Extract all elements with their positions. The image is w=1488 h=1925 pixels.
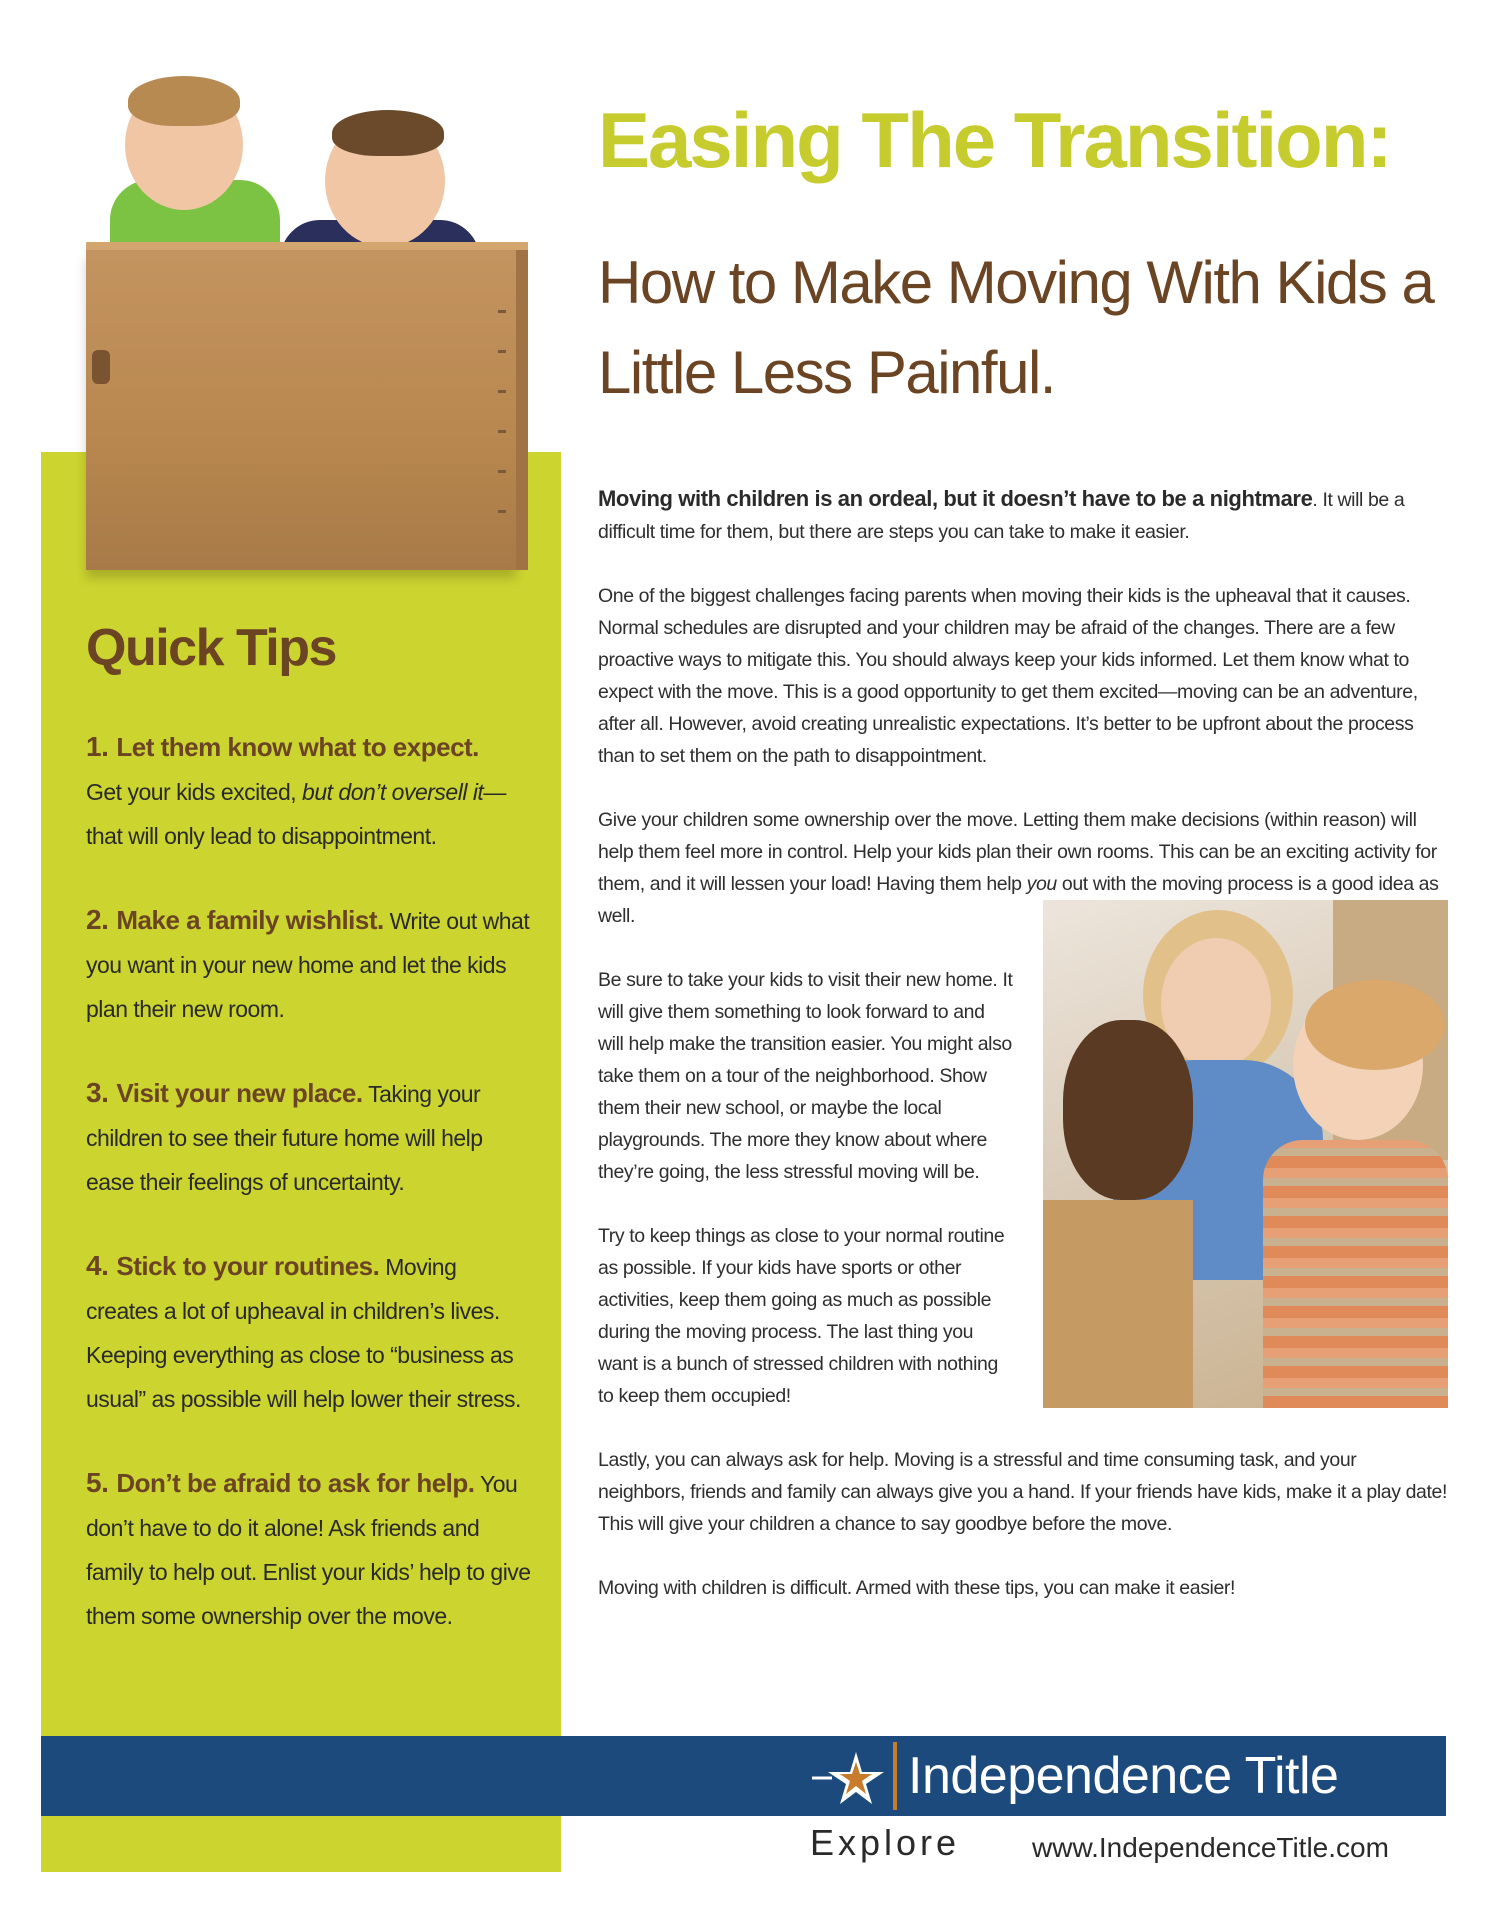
tip-number: 3. (86, 1077, 109, 1108)
tip-heading: Let them know what to expect. (116, 732, 479, 762)
article-paragraph (598, 483, 1448, 548)
photo-girl-hair (1305, 980, 1445, 1070)
tip-heading: Visit your new place. (116, 1078, 363, 1108)
quick-tips-title: Quick Tips (86, 619, 336, 677)
page-title: Easing The Transition: (598, 96, 1391, 184)
article-p3-italic: you (1026, 873, 1057, 895)
article-p3-start: Give your children some ownership over the move. Letting them make decisions (within reason) will help them feel more in control. Help your kids plan their own rooms. This can be an exciting activity for them, and it will lessen your load! Having them help (598, 809, 1437, 895)
tip-number: 1. (86, 731, 109, 762)
kid-left-hair (128, 76, 240, 126)
box-staple (498, 350, 506, 353)
tip-body: Get your kids excited, (86, 779, 303, 805)
tip-body: Moving creates a lot of upheaval in children’s lives. Keeping everything as close to “business as usual” as possible will help lower their stress. (86, 1254, 521, 1412)
article-body (598, 483, 1448, 1636)
article-lead-rest: . It will be a difficult time for them, but there are steps you can take to make it easier. (598, 489, 1405, 543)
brand-tagline: Explore (810, 1822, 961, 1863)
tip-body-end: —that will only lead to disappointment. (86, 779, 506, 849)
photo-teddy-bear (1063, 1020, 1193, 1200)
tip-body: You don’t have to do it alone! Ask friends and family to help out. Enlist your kids’ help to give them some ownership over the move. (86, 1471, 531, 1629)
tip-item (86, 1071, 531, 1204)
article-paragraph: Be sure to take your kids to visit their new home. It will give them something to look forward to and will help make the transition easier. You might also take them on a tour of the neighborhood. Show them their new school, or maybe the local playgrounds. The more they know about where they’re going, the less stressful moving will be. (598, 969, 1013, 1183)
box-staple (498, 310, 506, 313)
box-staple (498, 390, 506, 393)
website-link[interactable]: www.IndependenceTitle.com (1032, 1832, 1389, 1863)
brand-name: Independence Title (908, 1747, 1339, 1805)
quick-tips-list (86, 725, 531, 1678)
tip-heading: Stick to your routines. (116, 1251, 380, 1281)
box-staple (498, 430, 506, 433)
footer-divider (893, 1742, 897, 1810)
article-paragraph: Moving with children is difficult. Armed with these tips, you can make it easier! (598, 1577, 1236, 1599)
box-staple (498, 510, 506, 513)
article-paragraph: Try to keep things as close to your normal routine as possible. If your kids have sports or other activities, keep them going as much as possible during the moving process. The last thing you want is a bunch of stressed children with nothing to keep them occupied! (598, 1225, 1005, 1407)
article-lead: Moving with children is an ordeal, but it doesn’t have to be a nightmare (598, 486, 1313, 511)
star-icon (810, 1748, 888, 1808)
tip-body: Taking your children to see their future home will help ease their feelings of uncertainty. (86, 1081, 483, 1195)
cardboard-box (86, 250, 516, 570)
tip-body-italic: but don’t oversell it (302, 779, 484, 805)
article-paragraph (598, 804, 1448, 932)
kid-right-hair (332, 110, 444, 156)
tip-item (86, 1461, 531, 1638)
article-p3-end: out with the moving process is a good idea as well. (598, 873, 1439, 927)
mother-daughter-photo (1043, 900, 1448, 1408)
photo-box-front (1043, 1200, 1193, 1408)
box-staple (498, 470, 506, 473)
tip-item (86, 725, 531, 858)
tip-number: 5. (86, 1467, 109, 1498)
article-paragraph: One of the biggest challenges facing parents when moving their kids is the upheaval that it causes. Normal schedules are disrupted and your children may be afraid of the changes. There are a few proactive ways to mitigate this. You should always keep your kids informed. Let them know what to expect with the move. This is a good opportunity to get them excited—moving can be an adventure, after all. However, avoid creating unrealistic expectations. It’s better to be upfront about the process than to set them on the path to disappointment. (598, 585, 1418, 767)
photo-girl-shirt (1263, 1140, 1448, 1408)
tip-item (86, 898, 531, 1031)
article-paragraph: Lastly, you can always ask for help. Moving is a stressful and time consuming task, and your neighbors, friends and family can always give you a hand. If your friends have kids, make it a play date! This will give your children a chance to say goodbye before the move. (598, 1449, 1447, 1535)
tip-heading: Don’t be afraid to ask for help. (116, 1468, 475, 1498)
tip-number: 2. (86, 904, 109, 935)
box-handle (92, 350, 110, 384)
box-side (516, 250, 528, 570)
tip-heading: Make a family wishlist. (116, 905, 384, 935)
page-subtitle: How to Make Moving With Kids a Little Less Painful. (598, 249, 1434, 406)
tip-item (86, 1244, 531, 1421)
tip-body: Write out what you want in your new home and let the kids plan their new room. (86, 908, 530, 1022)
kids-in-box-photo (80, 60, 540, 580)
tip-number: 4. (86, 1250, 109, 1281)
